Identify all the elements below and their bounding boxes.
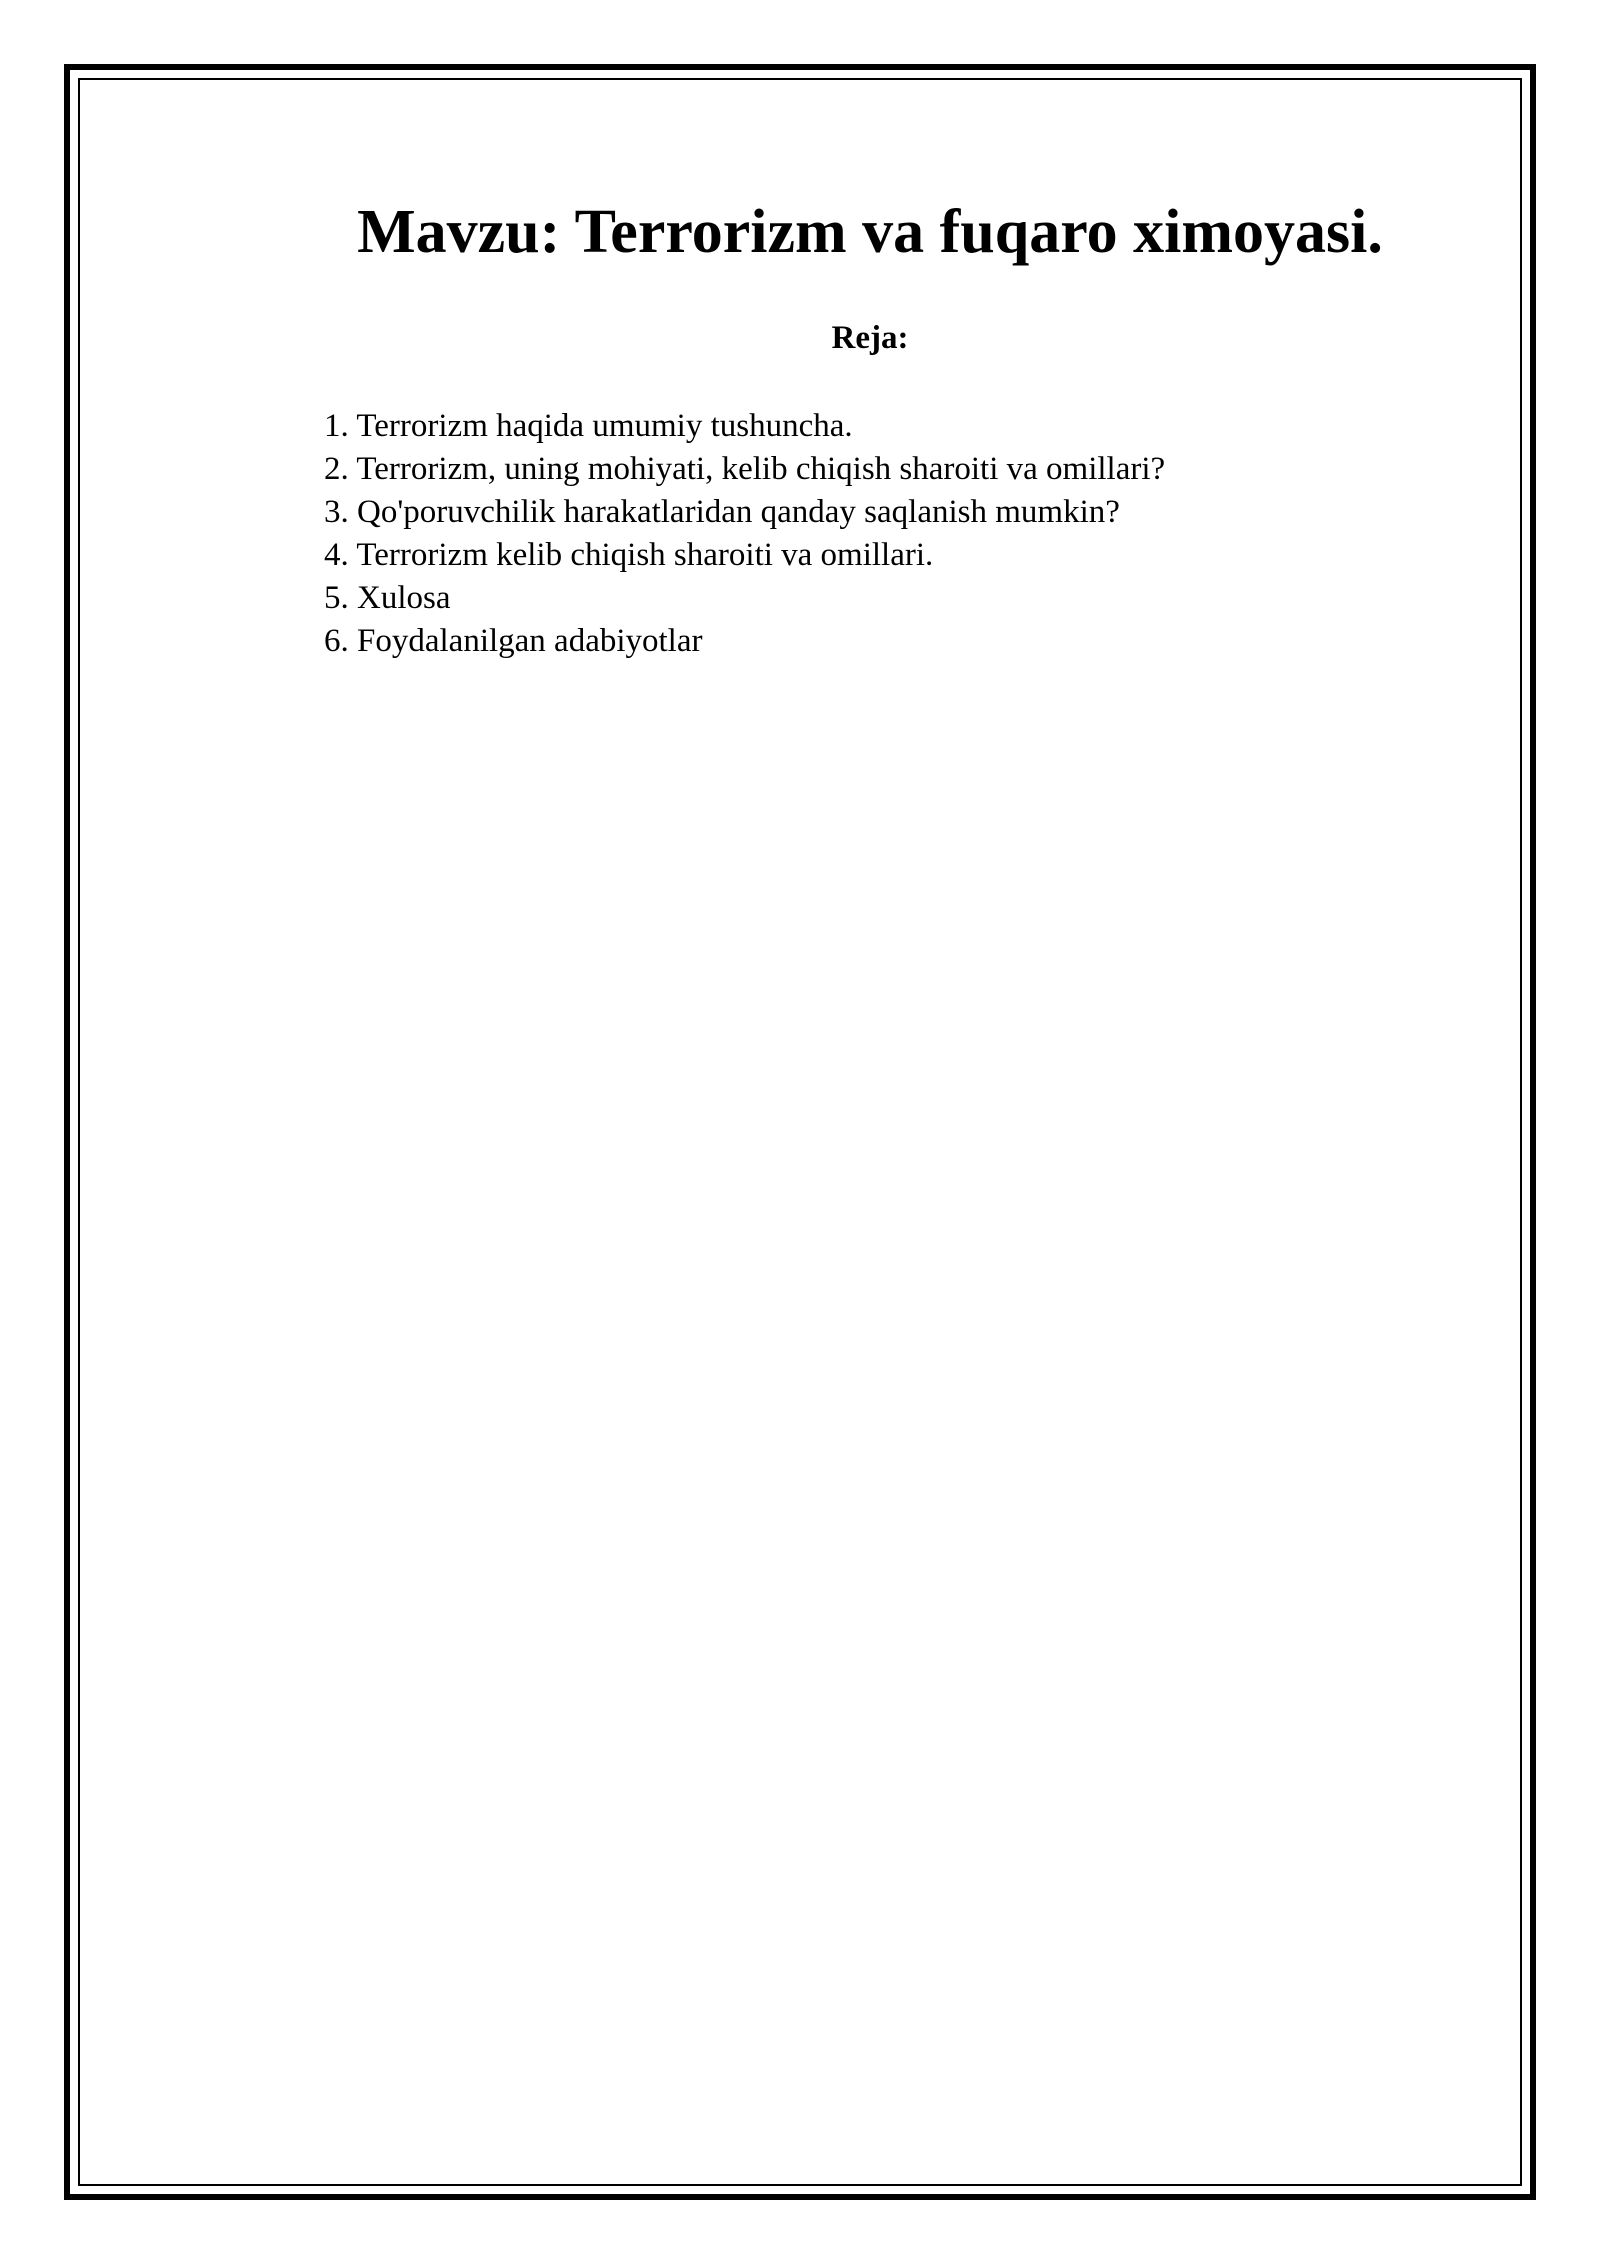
page-title: Mavzu: Terrorizm va fuqaro ximoyasi. — [357, 198, 1383, 266]
plan-list — [324, 405, 1165, 663]
plan-item: 6. Foydalanilgan adabiyotlar — [324, 623, 703, 659]
plan-item: 1. Terrorizm haqida umumiy tushuncha. — [324, 408, 853, 444]
plan-item: 3. Qo'poruvchilik harakatlaridan qanday saqlanish mumkin? — [324, 494, 1120, 530]
plan-item: 4. Terrorizm kelib chiqish sharoiti va omillari. — [324, 537, 934, 573]
plan-heading: Reja: — [831, 320, 909, 356]
page-border-inner — [78, 78, 1522, 2186]
plan-item: 2. Terrorizm, uning mohiyati, kelib chiqish sharoiti va omillari? — [324, 451, 1166, 487]
plan-item: 5. Xulosa — [324, 580, 451, 616]
